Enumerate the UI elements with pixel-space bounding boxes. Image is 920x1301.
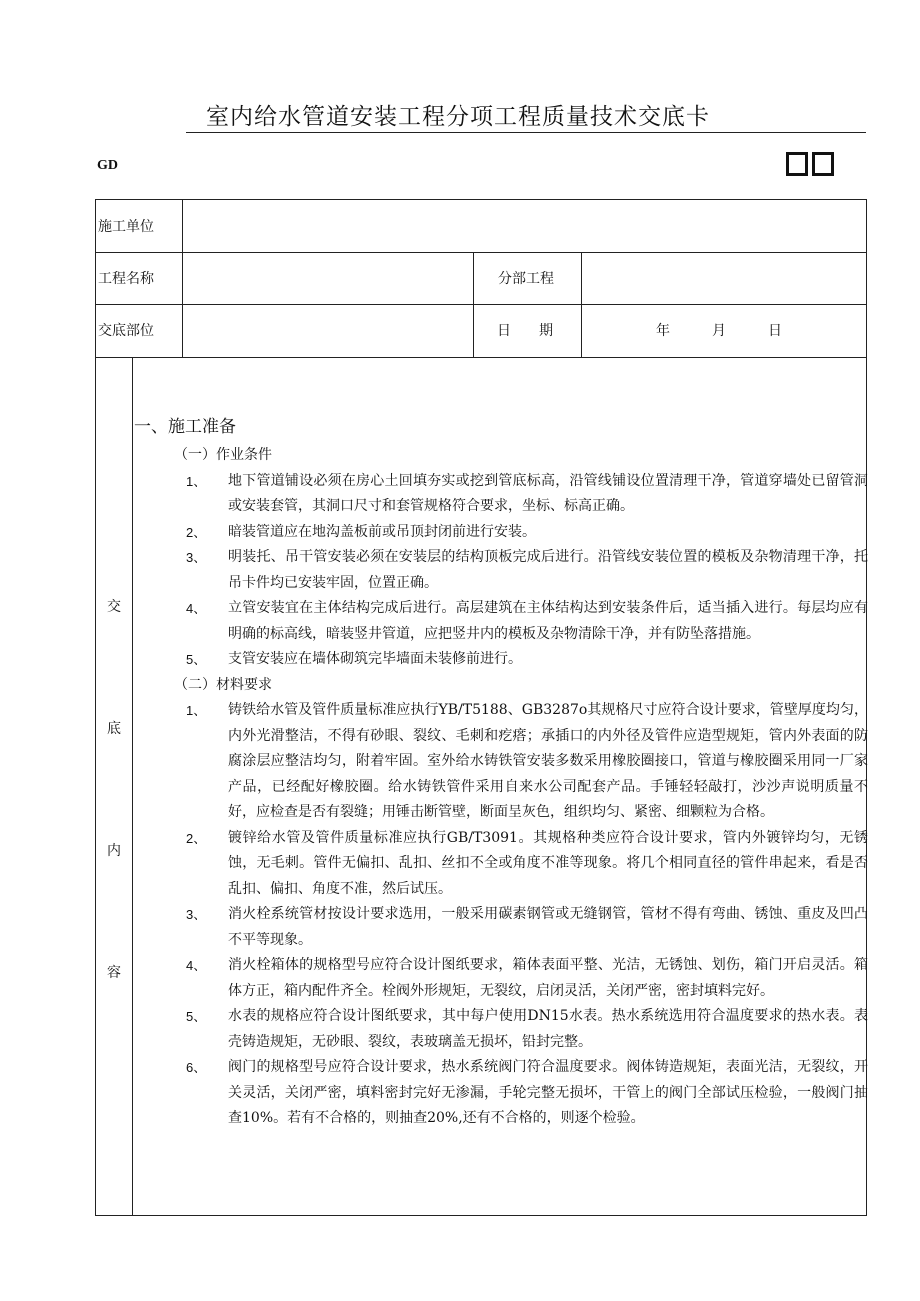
list-item (134, 1004, 868, 1055)
list-item (134, 469, 868, 520)
list-item (134, 953, 868, 1004)
item-number: 5、 (186, 652, 207, 667)
item-text: 地下管道铺设必须在房心土回填夯实或挖到管底标高，沿管线铺设位置清理干净，管道穿墙处已留管洞或安装套管，其洞口尺寸和套管规格符合要求，坐标、标高正确。 (228, 472, 868, 514)
row-divider-2 (96, 304, 866, 305)
item-number: 4、 (186, 601, 207, 616)
item-number: 3、 (186, 550, 207, 565)
list-item (134, 545, 868, 596)
list-item (134, 520, 868, 546)
item-number: 4、 (186, 958, 207, 973)
item-number: 6、 (186, 1060, 207, 1075)
col-divider-mid (473, 252, 474, 357)
date-label: 日 期 (497, 323, 553, 339)
list-item (134, 1055, 868, 1132)
checkbox-group (786, 152, 834, 176)
item-text: 支管安装应在墙体砌筑完毕墙面未装修前进行。 (228, 651, 522, 667)
item-number: 2、 (186, 524, 207, 540)
list-item (134, 902, 868, 953)
disclosure-part-label: 交底部位 (98, 323, 154, 339)
project-name-label: 工程名称 (98, 271, 154, 287)
item-text: 消火栓系统管材按设计要求选用，一般采用碳素钢管或无缝钢管，管材不得有弯曲、锈蚀、重皮及凹凸不平等现象。 (228, 906, 868, 948)
document-title: 室内给水管道安装工程分项工程质量技术交底卡 (186, 102, 866, 133)
row-divider-1 (96, 252, 866, 253)
subsection-title-2: （二）材料要求 (174, 676, 272, 693)
item-text: 立管安装宜在主体结构完成后进行。高层建筑在主体结构达到安装条件后，适当插入进行。每层均应有明确的标高线，暗装竖井管道，应把竖井内的模板及杂物清除干净，并有防坠落措施。 (228, 600, 868, 642)
item-text: 暗装管道应在地沟盖板前或吊顶封闭前进行安装。 (228, 523, 536, 540)
document-code: GD (97, 158, 118, 173)
item-text: 明装托、吊干管安装必须在安装层的结构顶板完成后进行。沿管线安装位置的模板及杂物清理干净，托吊卡件均已安装牢固，位置正确。 (228, 549, 868, 591)
side-label-2: 底 (107, 721, 121, 737)
disclosure-content (134, 413, 868, 1132)
item-text: 消火栓箱体的规格型号应符合设计图纸要求，箱体表面平整、光洁，无锈蚀、划伤，箱门开启灵活。箱体方正，箱内配件齐全。栓阀外形规矩，无裂纹，启闭灵活，关闭严密，密封填料完好。 (228, 957, 868, 999)
item-text: 阀门的规格型号应符合设计要求，热水系统阀门符合温度要求。阀体铸造规矩，表面光洁，无裂纹，开关灵活，关闭严密，填料密封完好无渗漏，手轮完整无损坏，干管上的阀门全部试压检验，一般阀门抽查10%。若有不合格的，则抽查20%,还有不合格的，则逐个检验。 (228, 1059, 868, 1126)
item-number: 5、 (186, 1009, 207, 1024)
disclosure-table (95, 199, 867, 1216)
side-label-3: 内 (107, 843, 121, 859)
list-item (134, 698, 868, 826)
square-box-2 (812, 152, 834, 176)
section-title: 一、施工准备 (134, 417, 236, 437)
side-label-1: 交 (107, 599, 121, 615)
item-text: 镀锌给水管及管件质量标准应执行GB/T3091。其规格种类应符合设计要求，管内外镀锌均匀，无锈蚀，无毛刺。管件无偏扣、乱扣、丝扣不全或角度不准等现象。将几个相同直径的管件串起来，看是否乱扣、偏扣、角度不准，然后试压。 (228, 829, 868, 897)
square-box-1 (786, 152, 808, 176)
col-divider-label (182, 200, 183, 357)
date-value: 年 月 日 (656, 323, 782, 339)
item-text: 水表的规格应符合设计图纸要求，其中每户使用DN15水表。热水系统选用符合温度要求的热水表。表壳铸造规矩，无砂眼、裂纹，表玻璃盖无损坏，铅封完整。 (228, 1008, 868, 1050)
item-number: 1、 (186, 703, 207, 718)
list-item (134, 826, 868, 903)
item-text: 铸铁给水管及管件质量标准应执行YB/T5188、GB3287o其规格尺寸应符合设计要求，管壁厚度均匀，内外光滑整洁，不得有砂眼、裂纹、毛刺和疙瘩；承插口的内外径及管件应造型规矩，管内外表面的防腐涂层应整洁均匀，附着牢固。室外给水铸铁管安装多数采用橡胶圈接口，管道与橡胶圈采用同一厂家产品，已经配好橡胶圈。给水铸铁管件采用自来水公司配套产品。手锤轻轻敲打，沙沙声说明质量不好，应检查是否有裂缝；用锤击断管壁，断面呈灰色，组织均匀、紧密、细颗粒为合格。 (228, 702, 868, 820)
row-divider-3 (96, 357, 866, 358)
sub-project-label: 分部工程 (498, 271, 554, 287)
item-number: 1、 (186, 473, 207, 489)
list-item (134, 647, 868, 673)
construction-unit-label: 施工单位 (98, 219, 154, 235)
list-item (134, 596, 868, 647)
subsection-title-1: （一）作业条件 (174, 447, 272, 463)
side-label-4: 容 (107, 965, 121, 981)
col-divider-side (132, 357, 133, 1215)
item-number: 3、 (186, 907, 207, 922)
col-divider-right (581, 252, 582, 357)
item-number: 2、 (186, 830, 207, 846)
